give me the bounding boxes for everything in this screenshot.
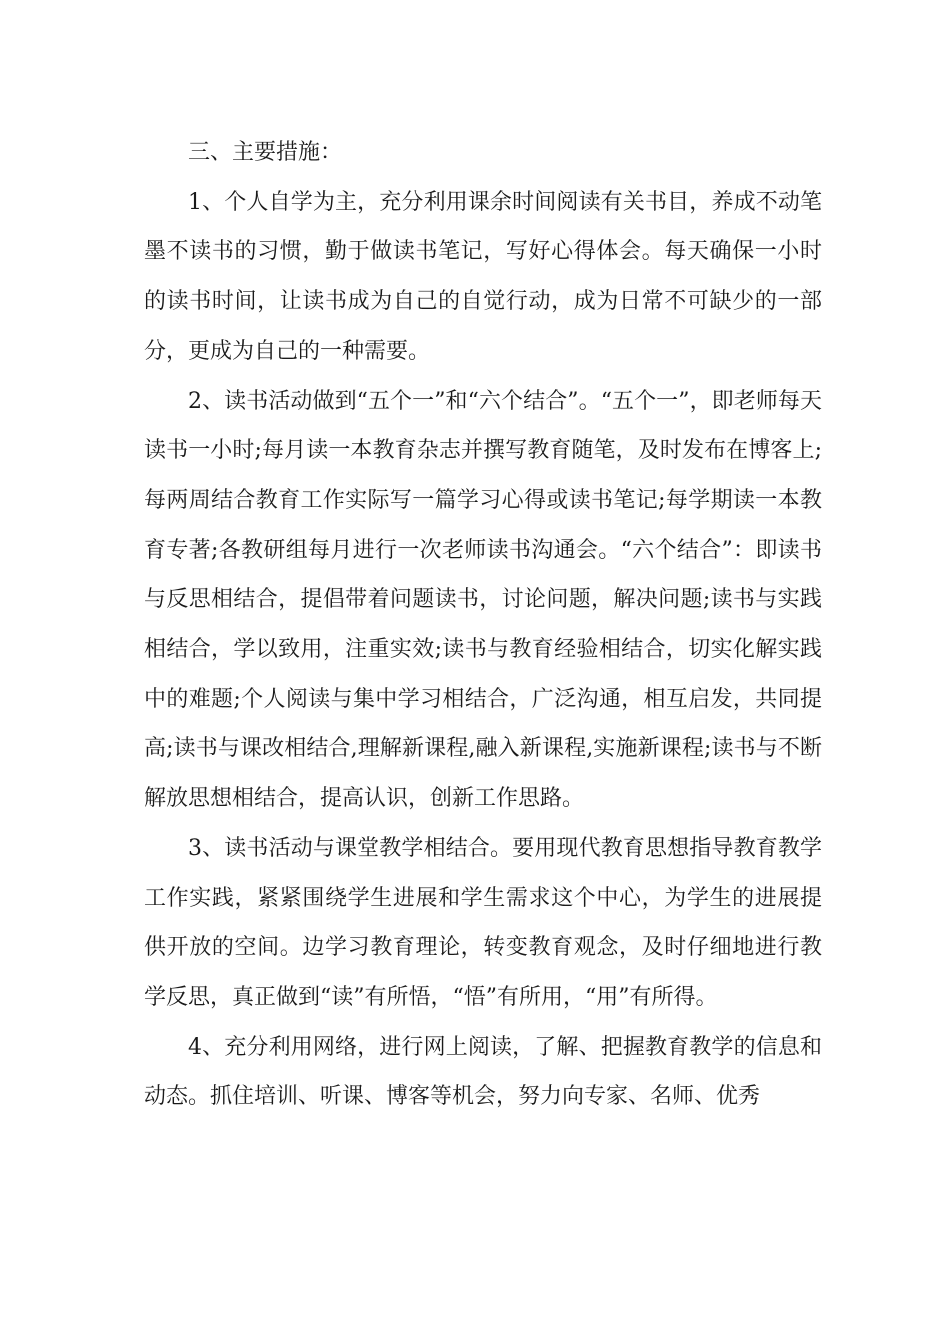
paragraph-4: 4、充分利用网络，进行网上阅读，了解、把握教育教学的信息和动态。抓住培训、听课、博客等机会，努力向专家、名师、优秀 <box>144 1034 822 1110</box>
paragraph-2: 2、读书活动做到“五个一”和“六个结合”。“五个一”，即老师每天读书一小时;每月读一本教育杂志并撰写教育随笔，及时发布在博客上;每两周结合教育工作实际写一篇学习心得或读书笔记;每学期读一本教育专著;各教研组每月进行一次老师读书沟通会。“六个结合”：即读书与反思相结合，提倡带着问题读书，讨论问题，解决问题;读书与实践相结合，学以致用，注重实效;读书与教育经验相结合，切实化解实践中的难题;个人阅读与集中学习相结合，广泛沟通，相互启发，共同提高;读书与课改相结合,理解新课程,融入新课程,实施新课程;读书与不断解放思想相结合，提高认识，创新工作思路。 <box>144 388 822 812</box>
section-heading: 三、主要措施： <box>188 140 343 165</box>
paragraph-1: 1、个人自学为主，充分利用课余时间阅读有关书目，养成不动笔墨不读书的习惯，勤于做读书笔记，写好心得体会。每天确保一小时的读书时间，让读书成为自己的自觉行动，成为日常不可缺少的一部分，更成为自己的一种需要。 <box>144 189 822 364</box>
document-body <box>144 128 822 1122</box>
paragraph-3: 3、读书活动与课堂教学相结合。要用现代教育思想指导教育教学工作实践，紧紧围绕学生进展和学生需求这个中心，为学生的进展提供开放的空间。边学习教育理论，转变教育观念，及时仔细地进行教学反思，真正做到“读”有所悟，“悟”有所用，“用”有所得。 <box>144 835 822 1010</box>
